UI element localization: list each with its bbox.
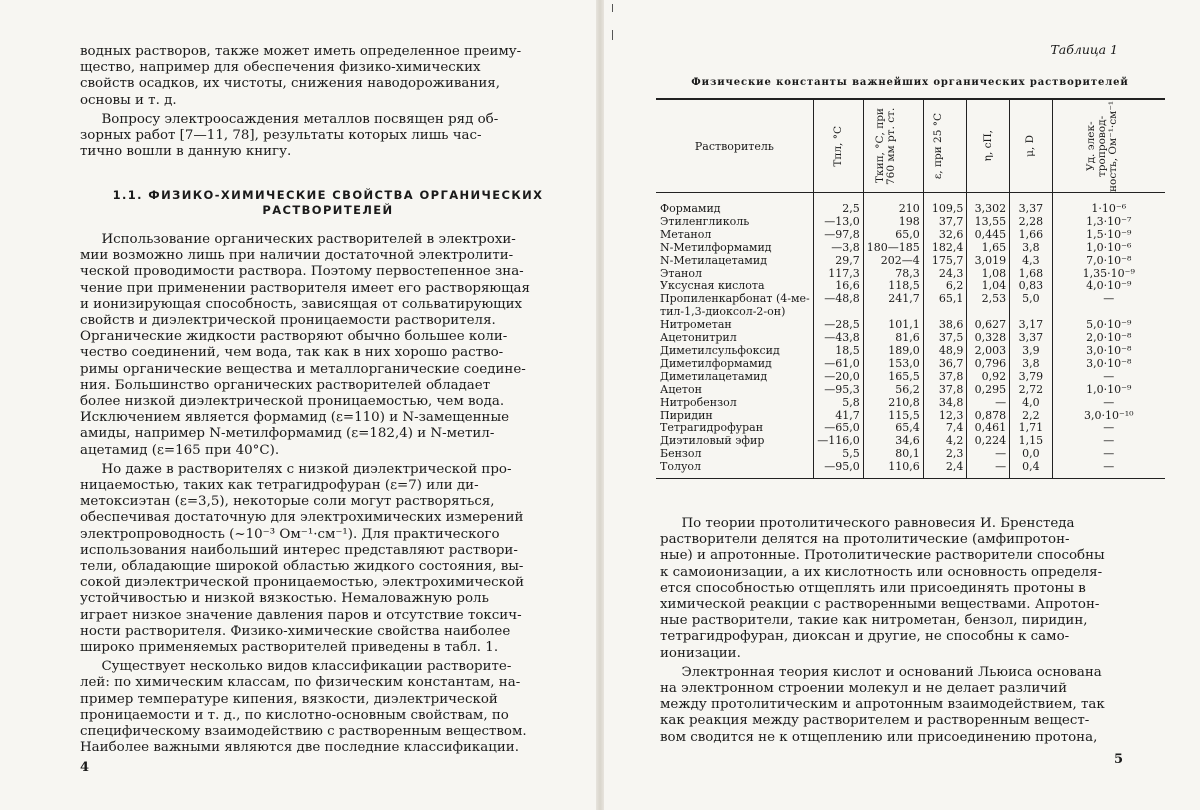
value-cell: 37,5 bbox=[923, 332, 967, 345]
value-cell: —13,0 bbox=[813, 216, 863, 229]
intro-text bbox=[80, 44, 550, 163]
solvent-constants-table bbox=[656, 98, 1165, 479]
value-cell: 38,6 bbox=[923, 319, 967, 332]
table-row bbox=[656, 229, 1165, 242]
value-cell: 78,3 bbox=[863, 268, 923, 281]
value-cell: 3,8 bbox=[1010, 242, 1052, 255]
value-cell: —116,0 bbox=[813, 435, 863, 448]
value-cell: 1,35·10⁻⁹ bbox=[1052, 268, 1165, 281]
value-cell: 210,8 bbox=[863, 397, 923, 410]
solvent-name-cell: Диметилацетамид bbox=[660, 369, 768, 383]
value-cell: — bbox=[1052, 293, 1165, 306]
value-cell: 182,4 bbox=[923, 242, 967, 255]
value-cell: 101,1 bbox=[863, 319, 923, 332]
value-cell: 4,2 bbox=[923, 435, 967, 448]
value-cell: 180—185 bbox=[863, 242, 923, 255]
value-cell: 65,0 bbox=[863, 229, 923, 242]
value-cell: 3,9 bbox=[1010, 345, 1052, 358]
value-cell: 12,3 bbox=[923, 410, 967, 423]
value-cell: 4,3 bbox=[1010, 255, 1052, 268]
value-cell: 3,0·10⁻⁸ bbox=[1052, 345, 1165, 358]
value-cell: 0,796 bbox=[967, 358, 1010, 371]
value-cell: — bbox=[1052, 448, 1165, 461]
solvent-name-cell: Толуол bbox=[656, 461, 813, 478]
value-cell: 3,0·10⁻⁸ bbox=[1052, 358, 1165, 371]
value-cell: 13,55 bbox=[967, 216, 1010, 229]
value-cell: 0,445 bbox=[967, 229, 1010, 242]
value-cell: 65,1 bbox=[923, 293, 967, 306]
value-cell: 36,7 bbox=[923, 358, 967, 371]
value-cell: 210 bbox=[863, 193, 923, 216]
book-gutter bbox=[596, 0, 604, 810]
header-solvent: Растворитель bbox=[656, 99, 813, 193]
table-row bbox=[656, 193, 1165, 216]
table-header-row bbox=[656, 99, 1165, 193]
value-cell: 4,0·10⁻⁹ bbox=[1052, 280, 1165, 293]
value-cell: 3,302 bbox=[967, 193, 1010, 216]
value-cell: 165,5 bbox=[863, 371, 923, 384]
right-page bbox=[604, 0, 1200, 810]
table-row bbox=[656, 461, 1165, 478]
value-cell: 80,1 bbox=[863, 448, 923, 461]
value-cell: 37,8 bbox=[923, 371, 967, 384]
value-cell: — bbox=[967, 397, 1010, 410]
value-cell: 4,0 bbox=[1010, 397, 1052, 410]
value-cell: 1,66 bbox=[1010, 229, 1052, 242]
paragraph-classification: Существует несколько видов классификации растворите- лей: по химическим классам, по физическим константам, на- пример температуре кипения, вязкости, диэлектрической проницаемости и т. д., по кислотно-основным свойствам, по специфическому взаимодействию с растворенным веществом. Наиболее важными являются две последние классификации. bbox=[80, 659, 527, 756]
value-cell: 3,019 bbox=[967, 255, 1010, 268]
value-cell: 0,627 bbox=[967, 319, 1010, 332]
value-cell: 2,3 bbox=[923, 448, 967, 461]
value-cell: 5,5 bbox=[813, 448, 863, 461]
scan-mark bbox=[612, 4, 613, 12]
value-cell: 1,08 bbox=[967, 268, 1010, 281]
value-cell: 115,5 bbox=[863, 410, 923, 423]
right-text bbox=[660, 516, 1163, 749]
value-cell: — bbox=[1052, 435, 1165, 448]
value-cell: 41,7 bbox=[813, 410, 863, 423]
value-cell: 37,8 bbox=[923, 384, 967, 397]
table-row bbox=[656, 345, 1165, 358]
header-permittivity: ε, при 25 °С bbox=[923, 99, 967, 193]
value-cell: —28,5 bbox=[813, 319, 863, 332]
value-cell: —95,0 bbox=[813, 461, 863, 478]
value-cell: 2,28 bbox=[1010, 216, 1052, 229]
value-cell: 117,3 bbox=[813, 268, 863, 281]
section-title: 1.1. ФИЗИКО-ХИМИЧЕСКИЕ СВОЙСТВА ОРГАНИЧЕСКИХ РАСТВОРИТЕЛЕЙ bbox=[112, 188, 544, 217]
value-cell: 0,328 bbox=[967, 332, 1010, 345]
value-cell: 6,2 bbox=[923, 280, 967, 293]
paragraph-lewis: Электронная теория кислот и оснований Льюиса основана на электронном строении молекул и не делает различий между протолитическим и апротонным взаимодействием, так как реакция между растворителем и растворенным вещест- вом сводится не к отщеплению или присоединению протона, bbox=[660, 664, 1105, 745]
value-cell: —65,0 bbox=[813, 422, 863, 435]
solvent-name-cell: Нитрометан bbox=[660, 318, 732, 332]
page-number-right: 5 bbox=[1114, 752, 1124, 767]
value-cell: 0,4 bbox=[1010, 461, 1052, 478]
value-cell: —43,8 bbox=[813, 332, 863, 345]
value-cell: —61,0 bbox=[813, 358, 863, 371]
value-cell: 3,17 bbox=[1010, 319, 1052, 332]
value-cell: 1,71 bbox=[1010, 422, 1052, 435]
solvent-name-cell: Тетрагидрофуран bbox=[660, 421, 764, 435]
value-cell: 7,0·10⁻⁸ bbox=[1052, 255, 1165, 268]
value-cell: 1,65 bbox=[967, 242, 1010, 255]
table-row bbox=[656, 384, 1165, 397]
value-cell: 7,4 bbox=[923, 422, 967, 435]
value-cell: 29,7 bbox=[813, 255, 863, 268]
value-cell: —20,0 bbox=[813, 371, 863, 384]
header-viscosity: η, сП, bbox=[967, 99, 1010, 193]
solvent-name-cell: Бензол bbox=[660, 447, 702, 461]
value-cell: — bbox=[1052, 461, 1165, 478]
value-cell: 2,2 bbox=[1010, 410, 1052, 423]
value-cell: 5,0 bbox=[1010, 293, 1052, 306]
value-cell: 0,224 bbox=[967, 435, 1010, 448]
value-cell: — bbox=[967, 448, 1010, 461]
value-cell: 3,79 bbox=[1010, 371, 1052, 384]
review-paragraph: Вопросу электроосаждения металлов посвящен ряд об- зорных работ [7—11, 78], результаты которых лишь час- тично вошли в данную книгу. bbox=[80, 111, 499, 160]
main-text bbox=[80, 232, 550, 760]
table-row bbox=[656, 216, 1165, 229]
table-label: Таблица 1 bbox=[1050, 42, 1118, 57]
header-conductivity: Уд. элек- тропровод- ность, Ом⁻¹·см⁻¹ bbox=[1052, 99, 1165, 193]
value-cell: 1,68 bbox=[1010, 268, 1052, 281]
value-cell: 81,6 bbox=[863, 332, 923, 345]
header-dipole-moment: μ, D bbox=[1010, 99, 1052, 193]
value-cell: 0,878 bbox=[967, 410, 1010, 423]
value-cell: 153,0 bbox=[863, 358, 923, 371]
solvent-name-cell: Метанол bbox=[660, 227, 712, 241]
value-cell: 1,0·10⁻⁶ bbox=[1052, 242, 1165, 255]
value-cell: 2,4 bbox=[923, 461, 967, 478]
value-cell: 18,5 bbox=[813, 345, 863, 358]
value-cell: —95,3 bbox=[813, 384, 863, 397]
solvent-name-cell: Этиленгликоль bbox=[660, 214, 750, 228]
header-boiling-point: Tкип, °С, при 760 мм рт. ст. bbox=[863, 99, 923, 193]
value-cell: 0,461 bbox=[967, 422, 1010, 435]
solvent-name-cell: Пропиленкарбонат (4-ме- bbox=[660, 292, 810, 306]
value-cell: — bbox=[967, 461, 1010, 478]
value-cell: —3,8 bbox=[813, 242, 863, 255]
value-cell: 37,7 bbox=[923, 216, 967, 229]
value-cell: 24,3 bbox=[923, 268, 967, 281]
solvent-name-cell: N-Метилацетамид bbox=[660, 253, 767, 267]
value-cell: 109,5 bbox=[923, 193, 967, 216]
solvent-name-cell: Нитробензол bbox=[660, 395, 737, 409]
value-cell: 16,6 bbox=[813, 280, 863, 293]
solvent-name-cell: Этанол bbox=[660, 266, 703, 280]
value-cell: 3,8 bbox=[1010, 358, 1052, 371]
table-row bbox=[656, 242, 1165, 255]
solvent-name-cell: Пиридин bbox=[660, 408, 713, 422]
value-cell: —48,8 bbox=[813, 293, 863, 306]
left-page bbox=[0, 0, 596, 810]
value-cell: 0,295 bbox=[967, 384, 1010, 397]
value-cell: 5,0·10⁻⁹ bbox=[1052, 319, 1165, 332]
value-cell: 1·10⁻⁶ bbox=[1052, 193, 1165, 216]
value-cell: 0,0 bbox=[1010, 448, 1052, 461]
solvent-name-cell: Уксусная кислота bbox=[660, 279, 765, 293]
value-cell: 241,7 bbox=[863, 293, 923, 306]
value-cell: 3,37 bbox=[1010, 193, 1052, 216]
value-cell: 198 bbox=[863, 216, 923, 229]
value-cell: 2,003 bbox=[967, 345, 1010, 358]
paragraph-solvent-use: Использование органических растворителей в электрохи- мии возможно лишь при наличии достаточной электролити- ческой проводимости раствора. Поэтому первостепенное зна- чение при применении растворителя имеет его растворяющая и ионизирующая способность, зависящая от сольватирующих свойств и диэлектрической проницаемости растворителя. Органические жидкости растворяют обычно большее коли- чество соединений, чем вода, так как в них хорошо раство- римы органические вещества и металлорганические соедине- ния. Большинство органических растворителей обладает более низкой диэлектрической проницаемостью, чем вода. Исключением является формамид (ε=110) и N-замещенные амиды, например N-метилформамид (ε=182,4) и N-метил- ацетамид (ε=165 при 40°С). bbox=[80, 232, 530, 458]
value-cell: 65,4 bbox=[863, 422, 923, 435]
solvent-name-cell: Диэтиловый эфир bbox=[660, 434, 765, 448]
value-cell: 0,92 bbox=[967, 371, 1010, 384]
solvent-name-cell: Диметилсульфоксид bbox=[660, 343, 780, 357]
value-cell: 48,9 bbox=[923, 345, 967, 358]
intro-paragraph: водных растворов, также может иметь определенное преиму- щество, например для обеспечения физико-химических свойств осадков, их чистоты, снижения наводороживания, основы и т. д. bbox=[80, 44, 522, 108]
value-cell: 3,0·10⁻¹⁰ bbox=[1052, 410, 1165, 423]
table-row bbox=[656, 358, 1165, 371]
value-cell: 1,0·10⁻⁹ bbox=[1052, 384, 1165, 397]
value-cell: 2,53 bbox=[967, 293, 1010, 306]
value-cell: 34,6 bbox=[863, 435, 923, 448]
value-cell: 3,37 bbox=[1010, 332, 1052, 345]
value-cell: — bbox=[1052, 397, 1165, 410]
value-cell: 110,6 bbox=[863, 461, 923, 478]
page-number-left: 4 bbox=[80, 760, 90, 775]
value-cell: 189,0 bbox=[863, 345, 923, 358]
solvent-name-cell: тил-1,3-диоксол-2-он) bbox=[660, 305, 786, 319]
value-cell: 1,04 bbox=[967, 280, 1010, 293]
value-cell: 2,0·10⁻⁸ bbox=[1052, 332, 1165, 345]
value-cell: 56,2 bbox=[863, 384, 923, 397]
header-melting-point: Tпл, °С bbox=[813, 99, 863, 193]
scan-mark bbox=[612, 30, 613, 40]
value-cell: 1,5·10⁻⁹ bbox=[1052, 229, 1165, 242]
solvent-name-cell: N-Метилформамид bbox=[660, 240, 772, 254]
value-cell: 175,7 bbox=[923, 255, 967, 268]
value-cell: 5,8 bbox=[813, 397, 863, 410]
table-caption: Физические константы важнейших органических растворителей bbox=[691, 77, 1129, 88]
value-cell: — bbox=[1052, 422, 1165, 435]
solvent-name-cell: Ацетонитрил bbox=[660, 331, 737, 345]
solvent-name-cell: Ацетон bbox=[660, 382, 702, 396]
solvent-name-cell: Диметилформамид bbox=[660, 356, 772, 370]
paragraph-low-permittivity: Но даже в растворителях с низкой диэлектрической про- ницаемостью, таких как тетрагидрофуран (ε=7) или ди- метоксиэтан (ε=3,5), некоторые соли могут растворяться, обеспечивая достаточную для электрохимических измерений электропроводность (~10⁻³ Ом⁻¹·см⁻¹). Для практического использования наибольший интерес представляют раствори- тели, обладающие широкой областью жидкого состояния, вы- сокой диэлектрической проницаемостью, электрохимической устойчивостью и низкой вязкостью. Немаловажную роль играет низкое значение давления паров и отсутствие токсич- ности растворителя. Физико-химические свойства наиболее широко применяемых растворителей приведены в табл. 1. bbox=[80, 461, 525, 656]
value-cell: 1,15 bbox=[1010, 435, 1052, 448]
value-cell: 0,83 bbox=[1010, 280, 1052, 293]
paragraph-bronsted: По теории протолитического равновесия И. Бренстеда растворители делятся на протолитические (амфипротон- ные) и апротонные. Протолитические растворители способны к самоионизации, а их кислотность или основность определя- ется способностью отщеплять или присоединять протоны в химической реакции с растворенными веществами. Апротон- ные растворители, такие как нитрометан, бензол, пиридин, тетрагидрофуран, диоксан и другие, не способны к само- ионизации. bbox=[660, 516, 1105, 661]
value-cell: 2,72 bbox=[1010, 384, 1052, 397]
table-row bbox=[656, 397, 1165, 410]
value-cell: 32,6 bbox=[923, 229, 967, 242]
value-cell: —97,8 bbox=[813, 229, 863, 242]
value-cell: 1,3·10⁻⁷ bbox=[1052, 216, 1165, 229]
value-cell: 202—4 bbox=[863, 255, 923, 268]
table-row bbox=[656, 255, 1165, 268]
table-body bbox=[656, 193, 1165, 479]
value-cell: 34,8 bbox=[923, 397, 967, 410]
table-row bbox=[656, 371, 1165, 384]
value-cell: 2,5 bbox=[813, 193, 863, 216]
value-cell: 118,5 bbox=[863, 280, 923, 293]
value-cell: — bbox=[1052, 371, 1165, 384]
solvent-name-cell: Формамид bbox=[660, 202, 721, 215]
